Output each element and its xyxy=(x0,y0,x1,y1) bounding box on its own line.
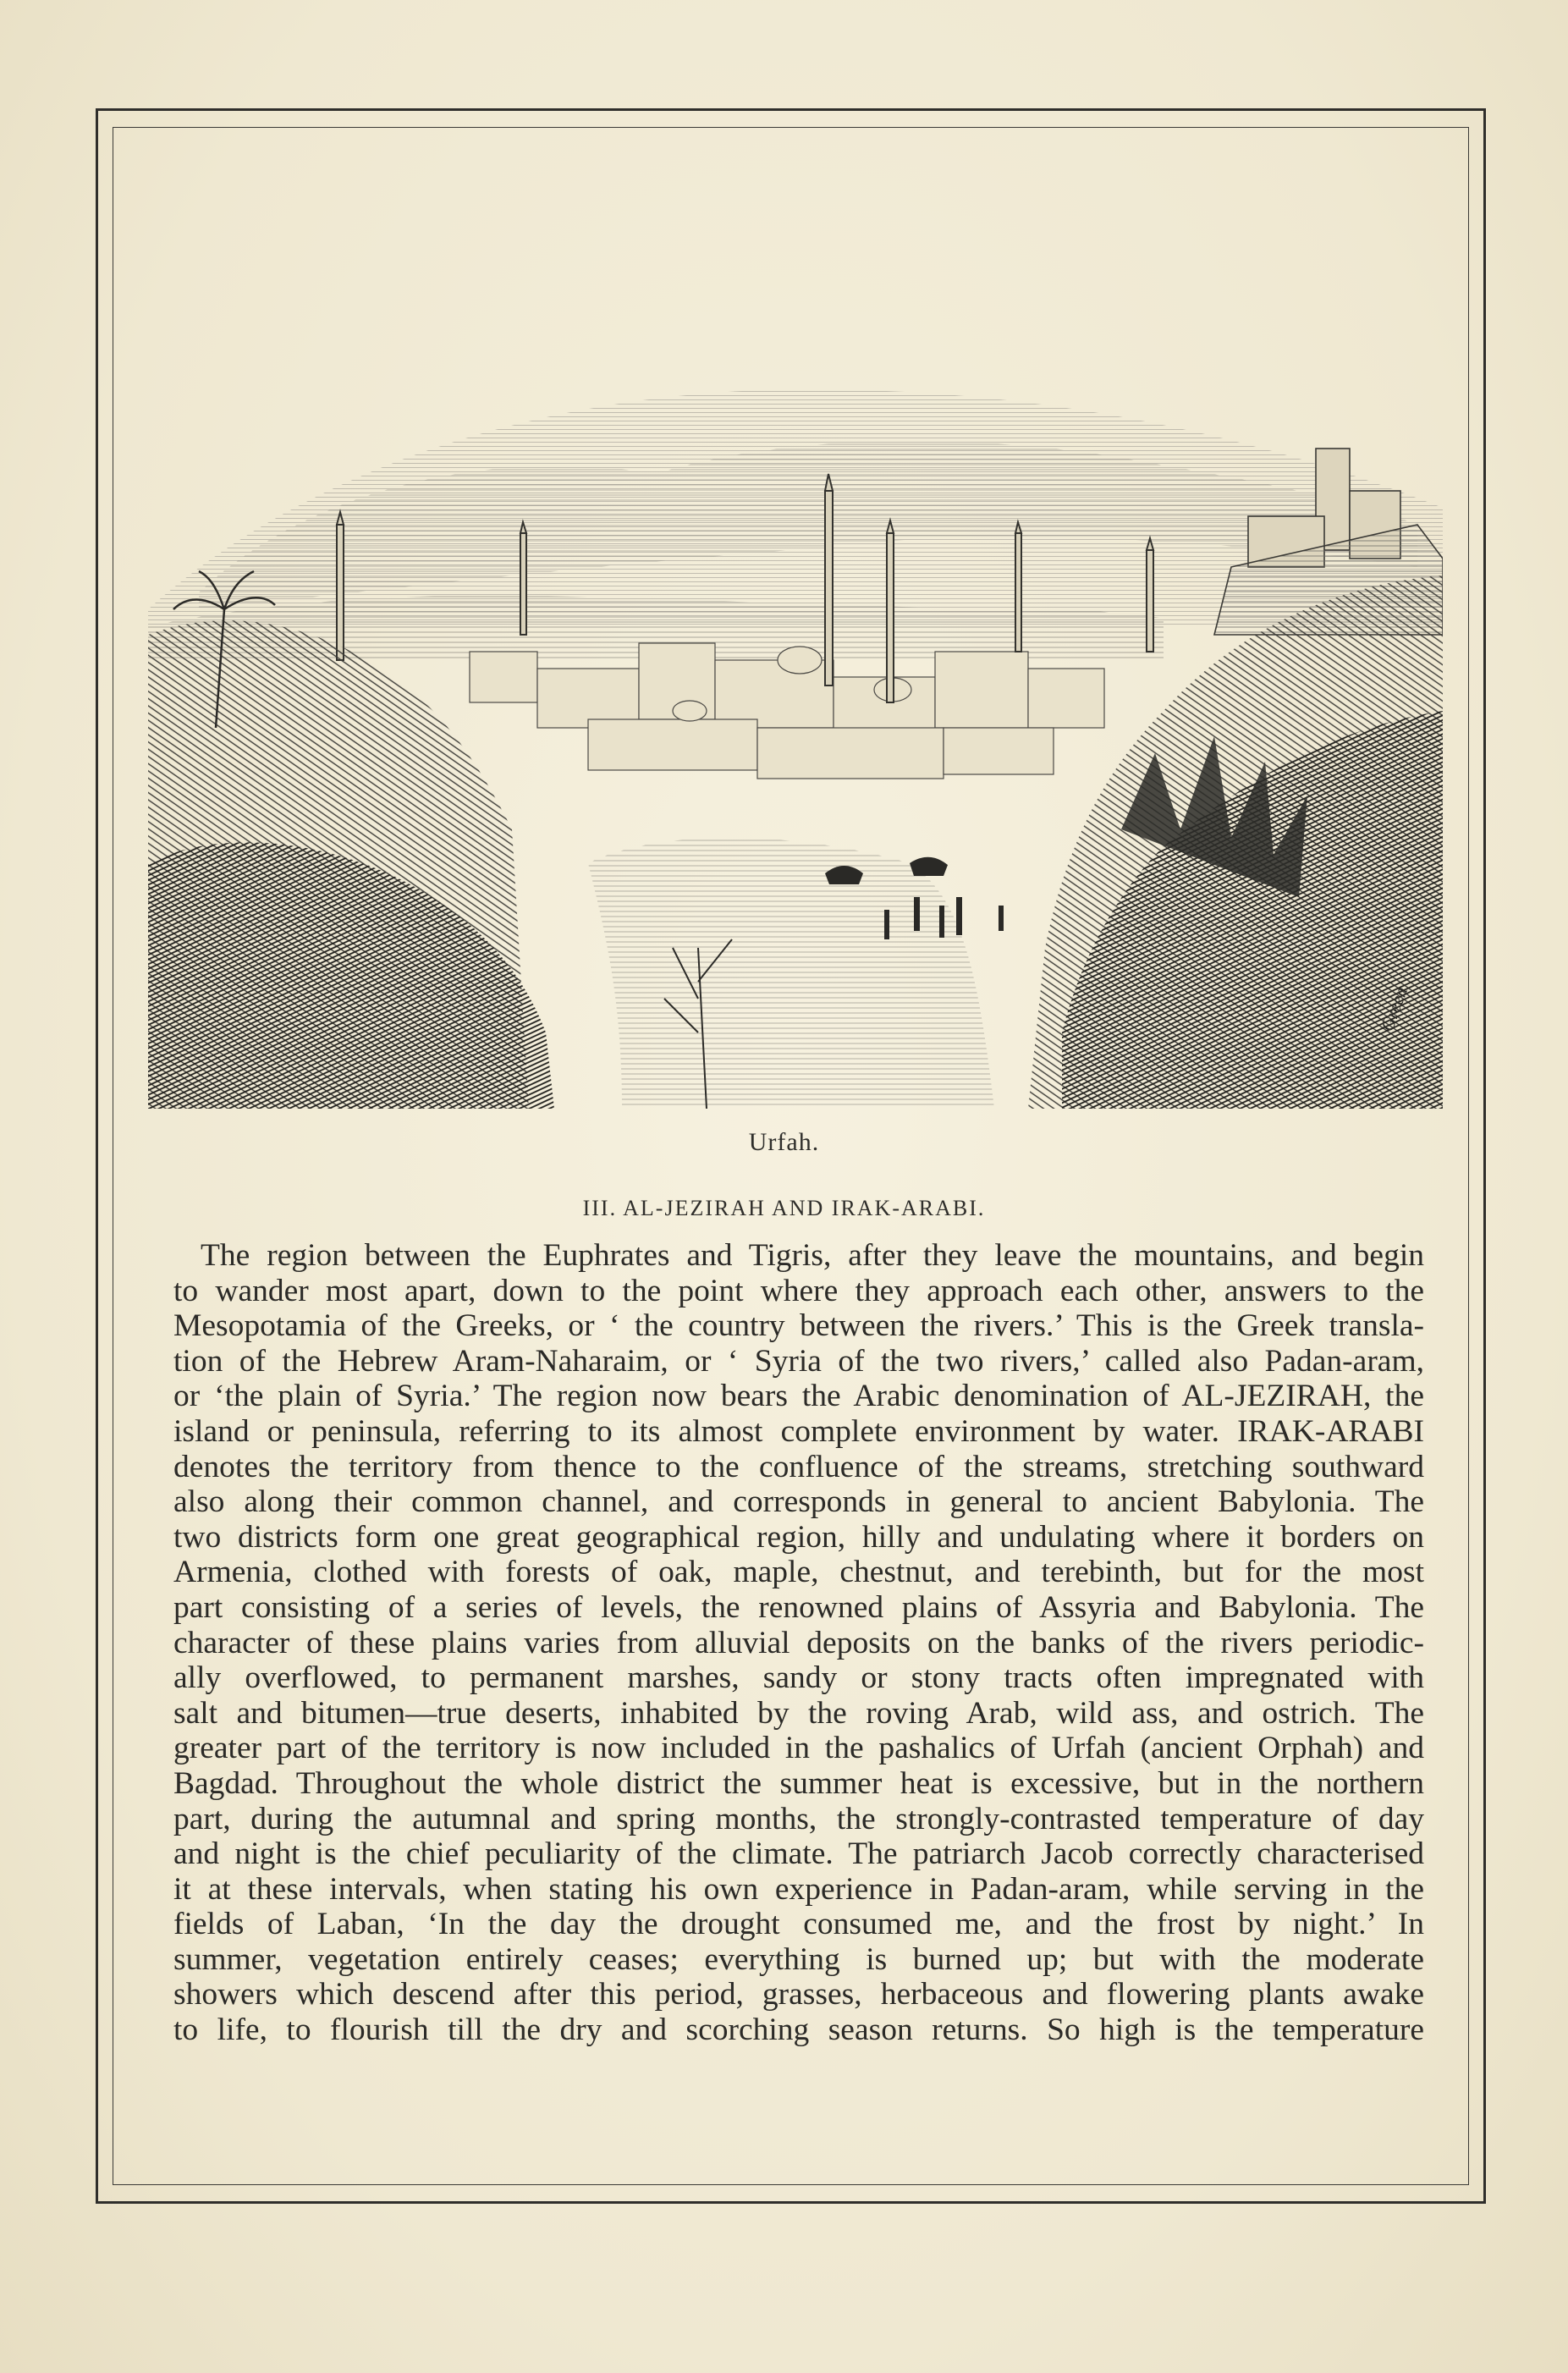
body-line: showers which descend after this period, grasses, herbaceous and flowering plants awake xyxy=(173,1977,1424,2012)
body-text xyxy=(173,1238,1424,2048)
body-line: The region between the Euphrates and Tigris, after they leave the mountains, and begin xyxy=(201,1238,1424,1273)
body-line: ally overflowed, to permanent marshes, sandy or stony tracts often impregnated with xyxy=(173,1660,1424,1696)
body-line: greater part of the territory is now included in the pashalics of Urfah (ancient Orphah) and xyxy=(173,1731,1424,1766)
urfah-engraving xyxy=(148,355,1443,1109)
body-line: denotes the territory from thence to the confluence of the streams, stretching southward xyxy=(173,1449,1424,1484)
body-line: two districts form one great geographical region, hilly and undulating where it borders on xyxy=(173,1519,1424,1555)
body-line: character of these plains varies from alluvial deposits on the banks of the rivers periodic- xyxy=(173,1625,1424,1660)
body-line: to life, to flourish till the dry and scorching season returns. So high is the temperature xyxy=(173,2012,1424,2048)
body-line: or ‘the plain of Syria.’ The region now bears the Arabic denomination of AL-JEZIRAH, the xyxy=(173,1379,1424,1414)
body-line: fields of Laban, ‘In the day the drought consumed me, and the frost by night.’ In xyxy=(173,1907,1424,1942)
illustration-caption: Urfah. xyxy=(748,1128,820,1156)
body-line: part, during the autumnal and spring months, the strongly-contrasted temperature of day xyxy=(173,1801,1424,1836)
city xyxy=(470,643,1104,779)
body-line: also along their common channel, and corresponds in general to ancient Babylonia. The xyxy=(173,1484,1424,1520)
body-line: Mesopotamia of the Greeks, or ‘ the country between the rivers.’ This is the Greek transla- xyxy=(173,1308,1424,1344)
body-line: part consisting of a series of levels, the renowned plains of Assyria and Babylonia. The xyxy=(173,1589,1424,1625)
body-line: tion of the Hebrew Aram-Naharaim, or ‘ Syria of the two rivers,’ called also Padan-aram, xyxy=(173,1343,1424,1379)
body-line: Bagdad. Throughout the whole district the summer heat is excessive, but in the northern xyxy=(173,1765,1424,1801)
body-line: island or peninsula, referring to its almost complete environment by water. IRAK-ARABI xyxy=(173,1413,1424,1449)
section-heading: III. AL-JEZIRAH AND IRAK-ARABI. xyxy=(582,1196,986,1220)
body-line: summer, vegetation entirely ceases; everything is burned up; but with the moderate xyxy=(173,1941,1424,1977)
engraver-signature: Green xyxy=(1376,983,1412,1034)
body-line: and night is the chief peculiarity of the climate. The patriarch Jacob correctly characterised xyxy=(173,1836,1424,1872)
valley-path xyxy=(588,838,994,1109)
body-line: salt and bitumen—true deserts, inhabited by the roving Arab, wild ass, and ostrich. The xyxy=(173,1695,1424,1731)
body-line: Armenia, clothed with forests of oak, maple, chestnut, and terebinth, but for the most xyxy=(173,1555,1424,1590)
body-line: to wander most apart, down to the point where they approach each other, answers to the xyxy=(173,1273,1424,1308)
body-line: it at these intervals, when stating his own experience in Padan-aram, while serving in the xyxy=(173,1871,1424,1907)
